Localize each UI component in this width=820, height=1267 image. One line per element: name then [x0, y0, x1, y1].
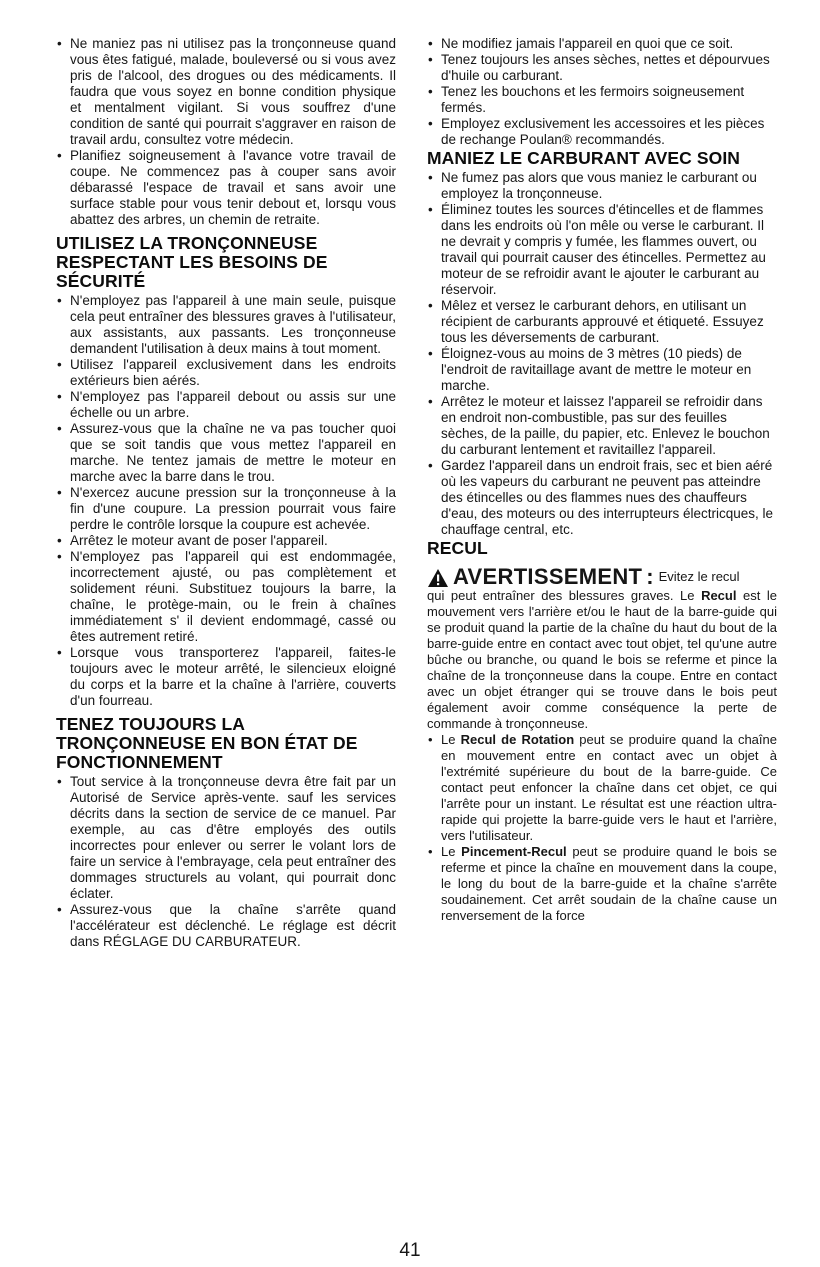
safety-list-bon-etat [56, 774, 396, 950]
list-item: • Assurez-vous que la chaîne ne va pas toucher quoi que se soit tandis que vous mettez l'appareil en marche. Ne tentez jamais de mettre le moteur en marche avec la barre dans le trou. [56, 421, 396, 485]
section-heading-securite: UTILISEZ LA TRONÇONNEUSE RESPECTANT LES BESOINS DE SÉCURITÉ [56, 233, 328, 291]
list-item: • N'employez pas l'appareil à une main seule, puisque cela peut entraîner des blessures graves à l'utilisateur, aux assistants, aux passants. Les tronçonneuse demandent l'utilisation à deux mains à tout moment. [56, 293, 396, 357]
list-item: • N'exercez aucune pression sur la tronçonneuse à la fin d'une coupure. La pression pourrait vous faire perdre le contrôle lorsque la coupure est achevée. [56, 485, 396, 533]
list-item: • Utilisez l'appareil exclusivement dans les endroits extérieurs bien aérés. [56, 357, 396, 389]
warning-body-text: qui peut entraîner des blessures graves. Le [427, 588, 695, 603]
recul-term: Recul de Rotation [460, 732, 575, 747]
item-text: peut se produire quand le bois se referme et pince la chaîne en mouvement dans la coupe, le long du bout de la barre-guide et la chaîne s'arrête soudainement. Cet arrêt soudain de la chaîne cause un renversement de la force [441, 844, 777, 923]
list-item: • Tenez les bouchons et les fermoirs soigneusement fermés. [427, 84, 777, 116]
list-item: • Éloignez-vous au moins de 3 mètres (10 pieds) de l'endroit de ravitaillage avant de mettre le moteur en marche. [427, 346, 777, 394]
section-heading-carburant: MANIEZ LE CARBURANT AVEC SOIN [427, 148, 741, 168]
warning-body-text: est le mouvement vers l'arrière et/ou le haut de la barre-guide qui se produit quand la partie de la chaîne du haut du bout de la barre-guide entre en contact avec tout objet, tel qu'une autre bûche ou branche, ou quand le bois se referme et pince la chaîne de la tronçonneuse dans la coupe. Entre en contact avec un objet étranger qui se trouve dans le bois peut également avoir comme conséquence la perte de commande à tronçonneuse. [427, 588, 777, 731]
warning-triangle-icon [427, 568, 449, 588]
safety-list-carburant [427, 170, 777, 538]
list-item: • Ne modifiez jamais l'appareil en quoi que ce soit. [427, 36, 777, 52]
recul-term: Pincement-Recul [461, 844, 567, 859]
list-item: • Planifiez soigneusement à l'avance votre travail de coupe. Ne commencez pas à couper sans avoir débarassé l'espace de travail et sans avoir une surface stable pour vous tenir debout et, lorsqu vous abattez des arbres, un chemin de retraite. [56, 148, 396, 228]
page-number: 41 [399, 1240, 421, 1261]
list-item: • Assurez-vous que la chaîne s'arrête quand l'accélérateur est déclenché. Le réglage est décrit dans RÉGLAGE DU CARBURATEUR. [56, 902, 396, 950]
list-item: • Ne fumez pas alors que vous maniez le carburant ou employez la tronçonneuse. [427, 170, 777, 202]
section-heading-bon-etat: TENEZ TOUJOURS LA TRONÇONNEUSE EN BON ÉTAT DE FONCTIONNEMENT [56, 714, 358, 772]
warning-banner [427, 566, 777, 588]
list-item: • Tenez toujours les anses sèches, nettes et dépourvues d'huile ou carburant. [427, 52, 777, 84]
item-text: peut se produire quand la chaîne en mouvement entre en contact avec un objet à l'extrémité supérieure du bout de la barre-guide. Ce contact peut enfoncer la chaîne dans cet objet, ce qui l'arrête pour un instant. Le résultat est une réaction ultra-rapide qui projette la barre-guide vers le haut et l'arrière, vers l'utilisateur. [441, 732, 777, 843]
section-heading-recul: RECUL [427, 538, 488, 558]
list-item: • Ne maniez pas ni utilisez pas la tronçonneuse quand vous êtes fatigué, malade, bouleversé ou si vous avez pris de l'alcool, des drogues ou des médicaments. Il faudra que vous soyez en bonne condition physique et mentalment vigilant. Si vous souffrez d'une condition de santé qui pourrait s'aggraver en raison de travail ardu, consultez votre médecin. [56, 36, 396, 148]
list-item: • Arrêtez le moteur avant de poser l'appareil. [56, 533, 396, 549]
list-item: • Tout service à la tronçonneuse devra être fait par un Autorisé de Service après-vente. sauf les services décrits dans la section de service de ce manuel. Par exemple, au cas d'être employés des outils incorrectes pour enlever ou serrer le volant lors de faire un service à l'embrayage, cela peut entraîner des dommages structurels au volant, qui pourrait donc éclater. [56, 774, 396, 902]
recul-term: Recul [701, 588, 737, 603]
list-item: • Lorsque vous transporterez l'appareil, faites-le toujours avec le moteur arrêté, le silencieux eloigné du corps et la barre et la chaîne à l'arrière, couverts d'un fourreau. [56, 645, 396, 709]
list-item: • N'employez pas l'appareil qui est endommagée, incorrectement ajusté, ou pas complètement et solidement réuni. Substituez toujours la barre, la chaîne, le protège-main, ou le frein à chaînes immédiatement s' il devient endommagé, cassé ou êtes autrement retiré. [56, 549, 396, 645]
right-column [427, 36, 777, 924]
item-text: Le [441, 844, 456, 859]
safety-list-appareil [427, 36, 777, 148]
list-item: • N'employez pas l'appareil debout ou assis sur une échelle ou un arbre. [56, 389, 396, 421]
warning-colon: : [646, 564, 654, 589]
safety-list-general [56, 36, 396, 228]
list-item: • Gardez l'appareil dans un endroit frais, sec et bien aéré où les vapeurs du carburant ne peuvent pas atteindre des étincelles ou des flammes nues des chauffeurs d'eau, des moteurs ou des interrupteurs électricques, le chauffage central, etc. [427, 458, 777, 538]
list-item [427, 844, 777, 924]
list-item: • Arrêtez le moteur et laissez l'appareil se refroidir dans en endroit non-combustible, pas sur des feuilles sèches, de la paille, du papier, etc. Enlevez le bouchon du carburant lentement et ravitaillez l'appareil. [427, 394, 777, 458]
warning-body [427, 588, 777, 732]
list-item: • Mêlez et versez le carburant dehors, en utilisant un récipient de carburants approuvé et étiqueté. Essuyez tous les déversements de carburant. [427, 298, 777, 346]
item-text: Le [441, 732, 456, 747]
warning-lead: Evitez le recul [658, 569, 740, 584]
recul-list [427, 732, 777, 924]
left-column [56, 36, 396, 950]
list-item: • Employez exclusivement les accessoires et les pièces de rechange Poulan® recommandés. [427, 116, 777, 148]
safety-list-securite [56, 293, 396, 709]
warning-title: AVERTISSEMENT [453, 564, 643, 589]
list-item: • Éliminez toutes les sources d'étincelles et de flammes dans les endroits où l'on mêle ou verse le carburant. Il ne devrait y compris y fumée, les flammes ouvert, ou travail qui pourrait causer des étincelles. Permettez au moteur de se refroidir avant le ajouter le carburant au réservoir. [427, 202, 777, 298]
list-item [427, 732, 777, 844]
